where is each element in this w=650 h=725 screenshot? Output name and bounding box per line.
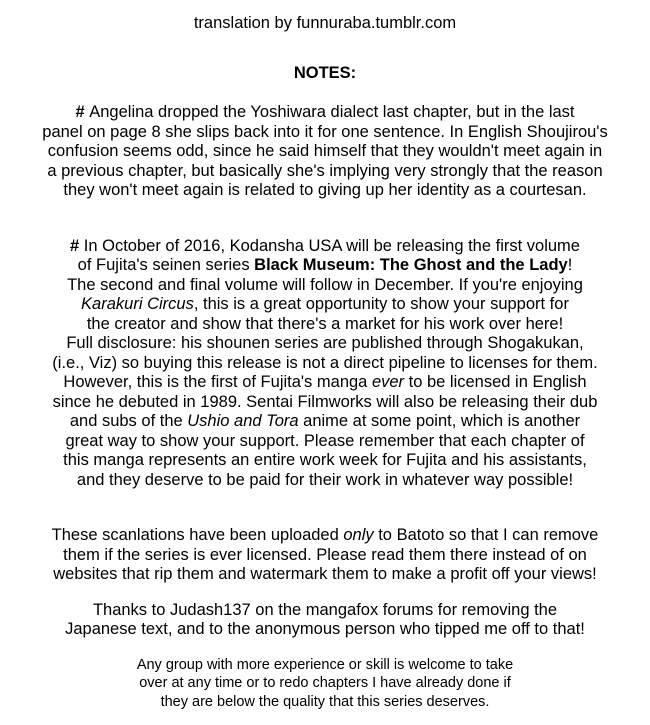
text-run: ever — [371, 373, 405, 391]
text-run: this manga represents an entire work week for Fujita and his assistants, — [63, 451, 587, 469]
text-run: (i.e., Viz) so buying this release is not a direct pipeline to licenses for them. — [52, 353, 598, 372]
text-run: the creator and show that there's a market for his work over here! — [86, 314, 564, 333]
text-run: since he debuted in 1989. Sentai Filmworks will also be releasing their dub — [52, 392, 598, 411]
text-run: In October of 2016, Kodansha USA will be releasing the first volume — [83, 236, 580, 255]
text-run: great way to show your support. Please remember that each chapter of — [65, 431, 585, 450]
text-run: only — [343, 526, 374, 544]
paragraph-dialect-note — [0, 103, 650, 201]
text-run: they won't meet again is related to giving up her identity as a courtesan. — [63, 181, 587, 199]
text-run: , this is a great opportunity to show your support for — [193, 295, 569, 313]
translation-credit: translation by funnuraba.tumblr.com — [193, 14, 457, 32]
paragraph-batoto-note — [0, 526, 650, 585]
text-run: ! — [567, 256, 573, 274]
text-run: Japanese text, and to the anonymous person who tipped me off to that! — [65, 620, 585, 638]
text-run: panel on page 8 she slips back into it for one sentence. In English Shoujirou's — [42, 122, 608, 141]
text-run: However, this is the first of Fujita's manga — [63, 373, 372, 391]
paragraph-kodansha-announcement — [0, 237, 650, 491]
text-run: Angelina dropped the Yoshiwara dialect last chapter, but in the last — [89, 103, 575, 121]
text-run: # — [70, 236, 84, 255]
text-run: These scanlations have been uploaded — [51, 526, 344, 544]
text-run: The second and final volume will follow in December. If you're enjoying — [67, 275, 583, 294]
text-run: of Fujita's seinen series — [77, 256, 255, 274]
text-run: them if the series is ever licensed. Please read them there instead of on — [63, 545, 587, 564]
text-run: Thanks to Judash137 on the mangafox forums for removing the — [92, 600, 558, 619]
text-run: and subs of the — [69, 412, 188, 430]
text-run: to Batoto so that I can remove — [373, 526, 599, 544]
text-run: over at any time or to redo chapters I have already done if — [139, 675, 511, 692]
text-run: to be licensed in English — [404, 373, 587, 391]
notes-heading: NOTES: — [293, 64, 357, 82]
text-run: # — [75, 103, 90, 121]
paragraph-takeover-note — [0, 656, 650, 712]
text-run: Full disclosure: his shounen series are published through Shogakukan, — [66, 334, 584, 352]
text-run: a previous chapter, but basically she's implying very strongly that the reason — [47, 161, 603, 180]
text-run: Any group with more experience or skill is welcome to take — [136, 656, 514, 673]
text-run: Ushio and Tora — [187, 412, 299, 430]
text-run: confusion seems odd, since he said himself that they wouldn't meet again in — [47, 142, 603, 160]
text-run: anime at some point, which is another — [298, 412, 581, 430]
text-run: Karakuri Circus — [81, 295, 194, 313]
text-run: websites that rip them and watermark them to make a profit off your views! — [53, 565, 597, 583]
paragraph-thanks-note — [0, 601, 650, 640]
text-run: Black Museum: The Ghost and the Lady — [254, 256, 568, 274]
text-run: they are below the quality that this series deserves. — [160, 693, 490, 710]
text-run: and they deserve to be paid for their work in whatever way possible! — [76, 470, 574, 489]
